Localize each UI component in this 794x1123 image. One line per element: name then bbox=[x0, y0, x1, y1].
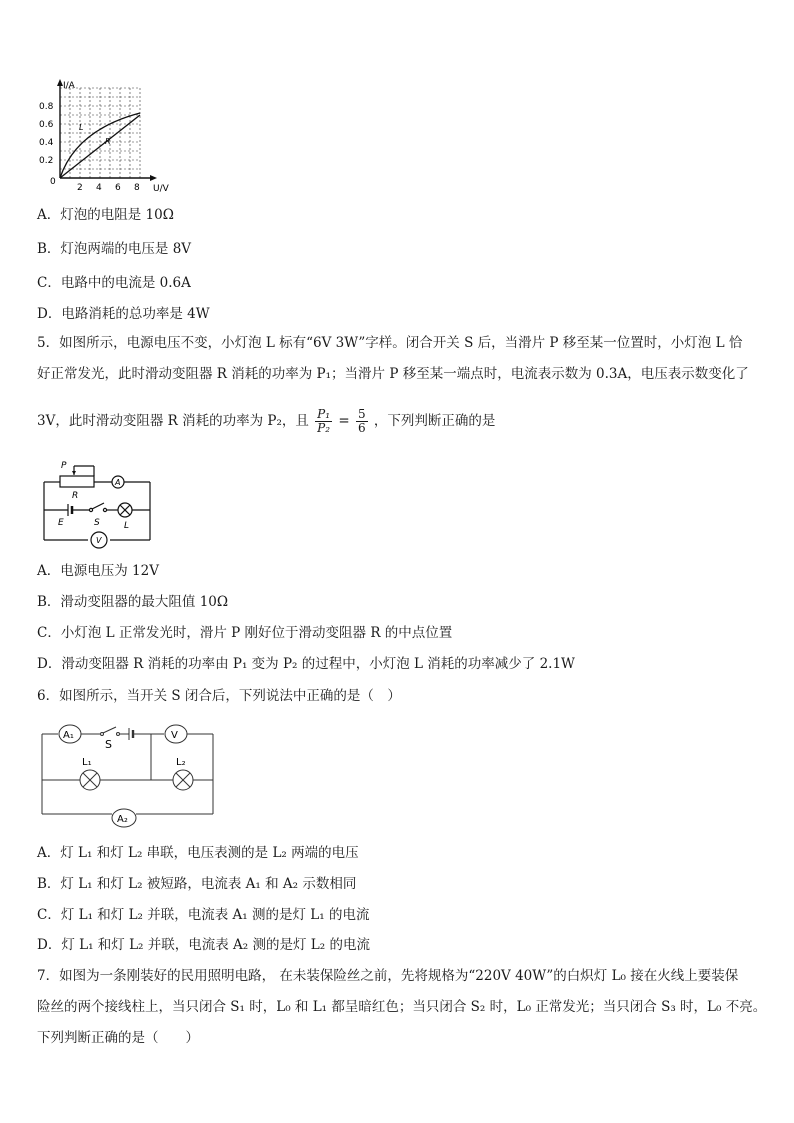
label-r: R bbox=[72, 491, 79, 501]
y-tick: 0.6 bbox=[39, 120, 54, 130]
q5-line3-pre: 3V，此时滑动变阻器 R 消耗的功率为 P₂，且 bbox=[37, 413, 309, 429]
label-s: S bbox=[94, 518, 100, 528]
label-a1: A₁ bbox=[63, 730, 74, 741]
q5-option-b: B．滑动变阻器的最大阻值 10Ω bbox=[37, 594, 229, 610]
label-e: E bbox=[58, 518, 64, 528]
y-tick: 0.8 bbox=[39, 102, 54, 112]
y-axis-label: I/A bbox=[63, 81, 75, 91]
q5-fraction-rhs: $\frac{5}{6}$ bbox=[357, 407, 366, 435]
q5-line3-post: ，下列判断正确的是 bbox=[373, 413, 496, 429]
curve-label-R: R bbox=[105, 137, 111, 146]
q6-option-c: C．灯 L₁ 和灯 L₂ 并联，电流表 A₁ 测的是灯 L₁ 的电流 bbox=[37, 907, 370, 923]
q6-stem: 6．如图所示，当开关 S 闭合后，下列说法中正确的是（ ） bbox=[37, 688, 401, 704]
q5-stem-line1: 5．如图所示，电源电压不变，小灯泡 L 标有“6V 3W”字样。闭合开关 S 后，当滑片 P 移至某一位置时，小灯泡 L 恰 bbox=[37, 335, 743, 351]
graph-grid bbox=[60, 88, 140, 178]
q5-equals: = bbox=[338, 413, 350, 429]
q5-option-c: C．小灯泡 L 正常发光时，滑片 P 刚好位于滑动变阻器 R 的中点位置 bbox=[37, 625, 453, 641]
q5-fraction-lhs: $\frac{\text{P₁}}{\text{P₂}}$ bbox=[317, 407, 331, 435]
q7-stem-line2: 险丝的两个接线柱上，当只闭合 S₁ 时，L₀ 和 L₁ 都呈暗红色；当只闭合 S₂ 时，L₀ 正常发光；当只闭合 S₃ 时，L₀ 不亮。 bbox=[37, 999, 767, 1015]
q5-option-d: D．滑动变阻器 R 消耗的功率由 P₁ 变为 P₂ 的过程中，小灯泡 L 消耗的功率减少了 2.1W bbox=[37, 656, 575, 672]
iu-graph bbox=[36, 78, 186, 196]
label-v: V bbox=[171, 730, 178, 741]
q7-stem-line3: 下列判断正确的是（ ） bbox=[37, 1030, 199, 1046]
label-a: A bbox=[115, 478, 121, 487]
q7-stem-line1: 7．如图为一条刚装好的民用照明电路， 在未装保险丝之前，先将规格为“220V 40W”的白炽灯 L₀ 接在火线上要装保 bbox=[37, 968, 739, 984]
label-v: V bbox=[96, 536, 102, 545]
label-l2: L₂ bbox=[176, 757, 186, 768]
y-tick: 0.4 bbox=[39, 138, 54, 148]
q4-option-a: A．灯泡的电阻是 10Ω bbox=[37, 207, 174, 223]
x-axis-label: U/V bbox=[153, 184, 169, 194]
x-tick: 4 bbox=[96, 183, 102, 193]
rheostat-r bbox=[60, 476, 94, 487]
q4-option-b: B．灯泡两端的电压是 8V bbox=[37, 241, 192, 257]
q4-option-c: C．电路中的电流是 0.6A bbox=[37, 275, 191, 291]
label-l: L bbox=[124, 521, 130, 531]
x-tick: 2 bbox=[77, 183, 83, 193]
q5-circuit-diagram bbox=[38, 456, 162, 552]
q5-stem-line2: 好正常发光，此时滑动变阻器 R 消耗的功率为 P₁；当滑片 P 移至某一端点时，电流表示数为 0.3A，电压表示数变化了 bbox=[37, 366, 749, 382]
x-tick: 6 bbox=[115, 183, 121, 193]
q6-option-d: D．灯 L₁ 和灯 L₂ 并联，电流表 A₂ 测的是灯 L₂ 的电流 bbox=[37, 937, 370, 953]
label-a2: A₂ bbox=[117, 814, 128, 825]
y-tick: 0.2 bbox=[39, 156, 54, 166]
q5-option-a: A．电源电压为 12V bbox=[37, 563, 159, 579]
x-tick: 8 bbox=[134, 183, 140, 193]
q6-circuit-diagram bbox=[38, 718, 218, 832]
q6-option-b: B．灯 L₁ 和灯 L₂ 被短路，电流表 A₁ 和 A₂ 示数相同 bbox=[37, 876, 357, 892]
curve-label-L: L bbox=[79, 123, 84, 132]
origin-label: 0 bbox=[50, 177, 56, 187]
label-p: P bbox=[61, 461, 67, 471]
q4-option-d: D．电路消耗的总功率是 4W bbox=[37, 306, 210, 322]
q6-option-a: A．灯 L₁ 和灯 L₂ 串联，电压表测的是 L₂ 两端的电压 bbox=[37, 845, 359, 861]
q5-stem-line3 bbox=[37, 406, 495, 436]
label-s: S bbox=[105, 738, 112, 751]
label-l1: L₁ bbox=[82, 757, 92, 768]
